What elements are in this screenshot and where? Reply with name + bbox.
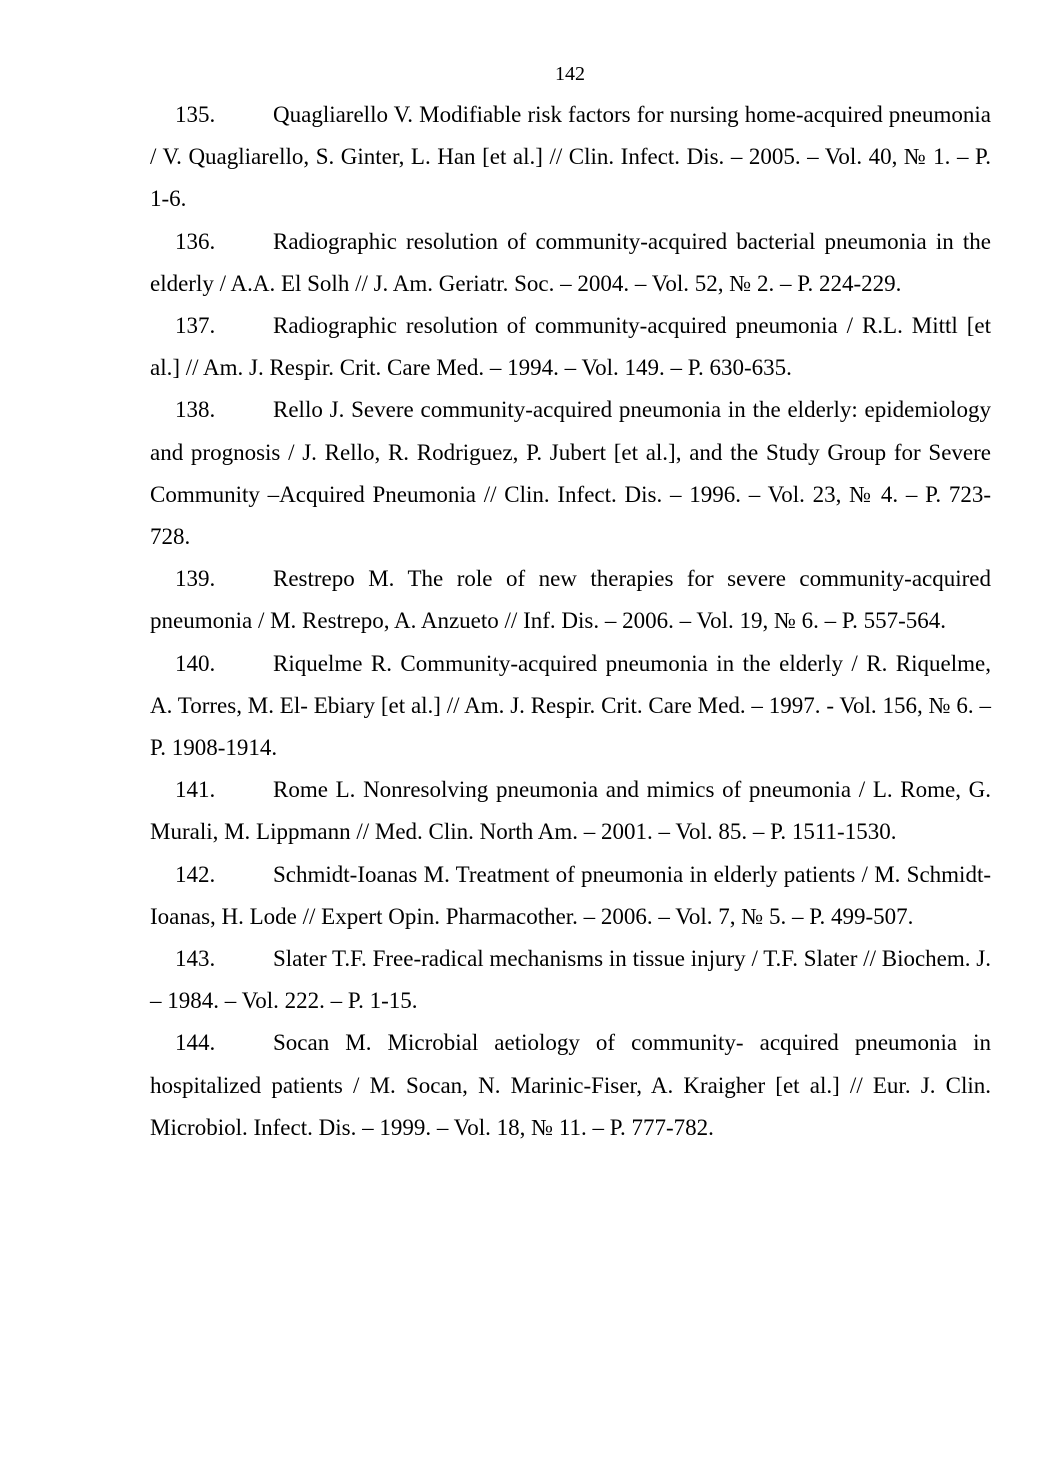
reference-item	[150, 558, 991, 642]
reference-list	[150, 94, 991, 1149]
reference-text: Rome L. Nonresolving pneumonia and mimics of pneumonia / L. Rome, G. Murali, M. Lippmann // Med. Clin. North Am. – 2001. – Vol. 85. – P. 1511-1530.	[150, 777, 991, 845]
reference-number: 144.	[175, 1030, 216, 1056]
reference-number: 138.	[175, 397, 216, 423]
reference-text: Rello J. Severe community-acquired pneumonia in the elderly: epidemiology and prognosis / J. Rello, R. Rodriguez, P. Jubert [et al.], and the Study Group for Severe Community –Acquired Pneumonia // Clin. Infect. Dis. – 1996. – Vol. 23, № 4. – P. 723-728.	[150, 397, 991, 550]
reference-number: 140.	[175, 650, 216, 676]
reference-number: 137.	[175, 313, 216, 339]
reference-text: Radiographic resolution of community-acquired bacterial pneumonia in the elderly / A.A. El Solh // J. Am. Geriatr. Soc. – 2004. – Vol. 52, № 2. – P. 224-229.	[150, 228, 991, 296]
reference-item	[150, 94, 991, 221]
reference-number: 136.	[175, 228, 216, 254]
reference-text: Slater T.F. Free-radical mechanisms in tissue injury / T.F. Slater // Biochem. J. – 1984. – Vol. 222. – P. 1-15.	[150, 946, 991, 1014]
reference-text: Radiographic resolution of community-acquired pneumonia / R.L. Mittl [et al.] // Am. J. Respir. Crit. Care Med. – 1994. – Vol. 149. – P. 630-635.	[150, 313, 991, 381]
reference-text: Riquelme R. Community-acquired pneumonia in the elderly / R. Riquelme, A. Torres, M. El- Ebiary [et al.] // Am. J. Respir. Crit. Care Med. – 1997. - Vol. 156, № 6. – P. 1908-1914.	[150, 650, 991, 761]
reference-text: Quagliarello V. Modifiable risk factors for nursing home-acquired pneumonia / V. Quagliarello, S. Ginter, L. Han [et al.] // Clin. Infect. Dis. – 2005. – Vol. 40, № 1. – P. 1-6.	[150, 102, 991, 212]
reference-item	[150, 1022, 991, 1149]
reference-number: 139.	[175, 566, 216, 592]
reference-item	[150, 854, 991, 938]
reference-text: Socan M. Microbial aetiology of community- acquired pneumonia in hospitalized patients / M. Socan, N. Marinic-Fiser, A. Kraigher [et al.] // Eur. J. Clin. Microbiol. Infect. Dis. – 1999. – Vol. 18, № 11. – P. 777-782.	[150, 1030, 991, 1140]
reference-item	[150, 643, 991, 770]
reference-text: Schmidt-Ioanas M. Treatment of pneumonia in elderly patients / M. Schmidt-Ioanas, H. Lode // Expert Opin. Pharmacother. – 2006. – Vol. 7, № 5. – P. 499-507.	[150, 861, 991, 929]
page-number: 142	[555, 63, 585, 85]
reference-number: 135.	[175, 102, 216, 127]
reference-item	[150, 938, 991, 1022]
reference-number: 143.	[175, 946, 216, 972]
reference-item	[150, 305, 991, 389]
reference-number: 141.	[175, 777, 216, 803]
reference-item	[150, 221, 991, 305]
reference-item	[150, 769, 991, 853]
reference-text: Restrepo M. The role of new therapies for severe community-acquired pneumonia / M. Restrepo, A. Anzueto // Inf. Dis. – 2006. – Vol. 19, № 6. – P. 557-564.	[150, 566, 991, 634]
reference-number: 142.	[175, 861, 216, 887]
reference-item	[150, 389, 991, 558]
